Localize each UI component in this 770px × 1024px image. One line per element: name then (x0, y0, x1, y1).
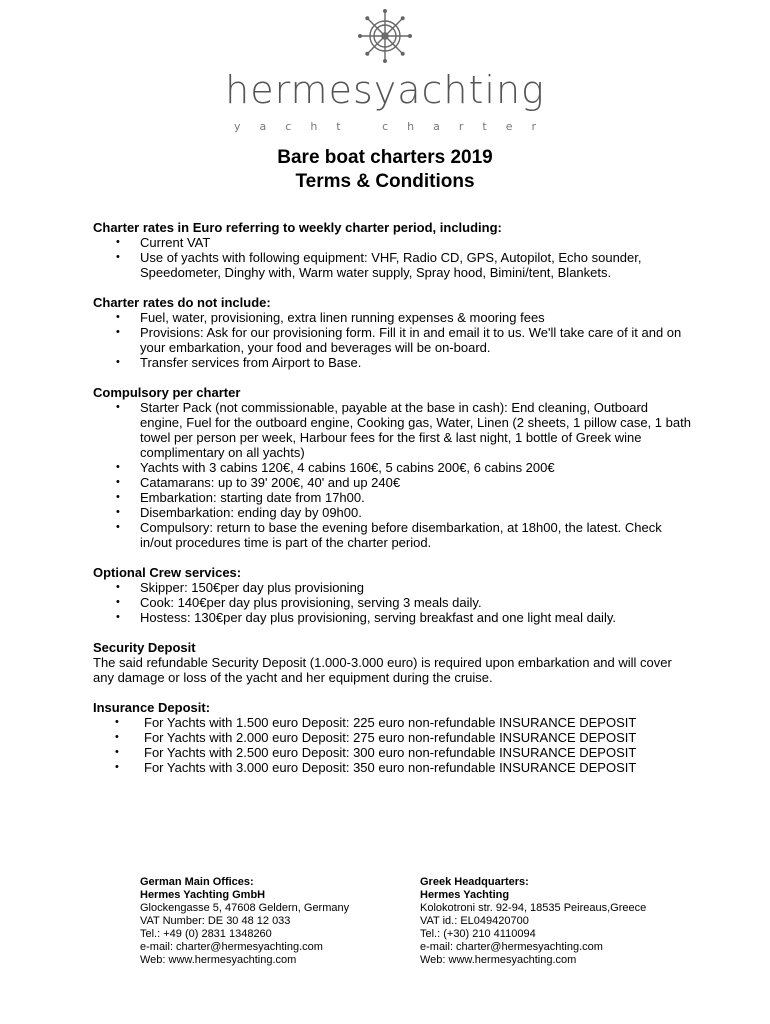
list-item (93, 520, 693, 550)
footer-address: Kolokotroni str. 92-94, 18535 Peireaus,Greece (420, 902, 647, 914)
list-item (93, 355, 693, 370)
brand-wordmark: hermesyachting (225, 68, 545, 112)
list-item-text: Current VAT (140, 235, 211, 250)
section-heading: Compulsory per charter (93, 385, 241, 400)
bullet-icon: • (116, 236, 120, 248)
rates-section (93, 220, 693, 280)
list-item (93, 325, 693, 355)
bullet-icon: • (115, 716, 119, 728)
bullet-icon: • (115, 761, 119, 773)
bullet-icon: • (116, 461, 120, 473)
bullet-icon: • (116, 356, 120, 368)
list-item (93, 730, 693, 745)
list-item-text: For Yachts with 2.500 euro Deposit: 300 euro non-refundable INSURANCE DEPOSIT (144, 745, 637, 760)
list-item (93, 490, 693, 505)
list-item (93, 595, 693, 610)
footer-email: e-mail: charter@hermesyachting.com (420, 941, 603, 953)
footer-greek-office (420, 876, 720, 967)
list-item (93, 250, 693, 280)
brand-logo (0, 8, 770, 133)
list-item (93, 745, 693, 760)
list-item (93, 235, 693, 250)
section-heading: Insurance Deposit: (93, 700, 211, 715)
footer-company: Hermes Yachting GmbH (140, 889, 266, 901)
footer-german-office (140, 876, 410, 967)
list-item (93, 760, 693, 775)
footer-email: e-mail: charter@hermesyachting.com (140, 941, 323, 953)
footer-web: Web: www.hermesyachting.com (140, 954, 297, 966)
footer-tel: Tel.: +49 (0) 2831 1348260 (140, 928, 272, 940)
bullet-icon: • (116, 476, 120, 488)
crew-section (93, 565, 693, 625)
section-heading: Charter rates in Euro referring to weekly charter period, including: (93, 220, 502, 235)
list-item-text: Disembarkation: ending day by 09h00. (140, 505, 362, 520)
exclude-section (93, 295, 693, 370)
list-item-text: For Yachts with 2.000 euro Deposit: 275 euro non-refundable INSURANCE DEPOSIT (144, 730, 637, 745)
footer-heading: German Main Offices: (140, 876, 254, 888)
list-item-text: Fuel, water, provisioning, extra linen running expenses & mooring fees (140, 310, 545, 325)
bullet-icon: • (116, 326, 120, 338)
compulsory-list (93, 400, 693, 550)
security-section (93, 640, 693, 685)
rates-list (93, 235, 693, 280)
section-heading: Charter rates do not include: (93, 295, 271, 310)
list-item-text: Provisions: Ask for our provisioning form. Fill it in and email it to us. We'll take care of it and on your embarkation, your food and beverages will be on-board. (140, 325, 682, 355)
bullet-icon: • (115, 746, 119, 758)
list-item (93, 610, 693, 625)
bullet-icon: • (116, 596, 120, 608)
footer-vat: VAT id.: EL049420700 (420, 915, 529, 927)
section-heading: Security Deposit (93, 640, 196, 655)
section-heading: Optional Crew services: (93, 565, 242, 580)
bullet-icon: • (116, 491, 120, 503)
list-item-text: For Yachts with 3.000 euro Deposit: 350 euro non-refundable INSURANCE DEPOSIT (144, 760, 637, 775)
footer-heading: Greek Headquarters: (420, 876, 529, 888)
exclude-list (93, 310, 693, 370)
list-item-text: Embarkation: starting date from 17h00. (140, 490, 365, 505)
list-item (93, 715, 693, 730)
bullet-icon: • (116, 581, 120, 593)
security-text: The said refundable Security Deposit (1.000-3.000 euro) is required upon embarkation and will cover any damage or loss of the yacht and her equipment during the cruise. (93, 655, 672, 685)
list-item (93, 505, 693, 520)
bullet-icon: • (116, 311, 120, 323)
list-item-text: Hostess: 130€per day plus provisioning, serving breakfast and one light meal daily. (140, 610, 616, 625)
list-item (93, 460, 693, 475)
list-item-text: Catamarans: up to 39' 200€, 40' and up 240€ (140, 475, 401, 490)
brand-tagline: yacht charter (234, 120, 555, 133)
compulsory-section (93, 385, 693, 550)
bullet-icon: • (115, 731, 119, 743)
crew-list (93, 580, 693, 625)
list-item (93, 310, 693, 325)
bullet-icon: • (116, 611, 120, 623)
footer-company: Hermes Yachting (420, 889, 510, 901)
list-item-text: Skipper: 150€per day plus provisioning (140, 580, 365, 595)
list-item-text: Yachts with 3 cabins 120€, 4 cabins 160€, 5 cabins 200€, 6 cabins 200€ (140, 460, 555, 475)
list-item-text: For Yachts with 1.500 euro Deposit: 225 euro non-refundable INSURANCE DEPOSIT (144, 715, 637, 730)
insurance-list (93, 715, 693, 775)
footer-vat: VAT Number: DE 30 48 12 033 (140, 915, 291, 927)
list-item-text: Cook: 140€per day plus provisioning, serving 3 meals daily. (140, 595, 482, 610)
page-subtitle: Terms & Conditions (295, 171, 475, 192)
bullet-icon: • (116, 521, 120, 533)
terms-content (93, 220, 693, 790)
ship-wheel-icon (357, 8, 413, 64)
page-title: Bare boat charters 2019 (277, 147, 493, 168)
list-item (93, 400, 693, 460)
list-item (93, 580, 693, 595)
bullet-icon: • (116, 506, 120, 518)
list-item-text: Use of yachts with following equipment: VHF, Radio CD, GPS, Autopilot, Echo sounder, Speedometer, Dinghy with, Warm water supply, Spray hood, Bimini/tent, Blankets. (140, 250, 642, 280)
list-item-text: Transfer services from Airport to Base. (140, 355, 362, 370)
bullet-icon: • (116, 251, 120, 263)
list-item-text: Starter Pack (not commissionable, payable at the base in cash): End cleaning, Outboard engine, Fuel for the outboard engine, Cooking gas, Water, Linen (2 sheets, 1 pillow case, 1 bath towel per person per week, Harbour fees for the first & last night, 1 bottle of Greek wine complimentary on all yachts) (140, 400, 691, 460)
footer-tel: Tel.: (+30) 210 4110094 (420, 928, 536, 940)
footer-address: Glockengasse 5, 47608 Geldern, Germany (140, 902, 350, 914)
insurance-section (93, 700, 693, 775)
footer-web: Web: www.hermesyachting.com (420, 954, 577, 966)
bullet-icon: • (116, 401, 120, 413)
list-item-text: Compulsory: return to base the evening before disembarkation, at 18h00, the latest. Check in/out procedures time is part of the charter period. (140, 520, 662, 550)
list-item (93, 475, 693, 490)
